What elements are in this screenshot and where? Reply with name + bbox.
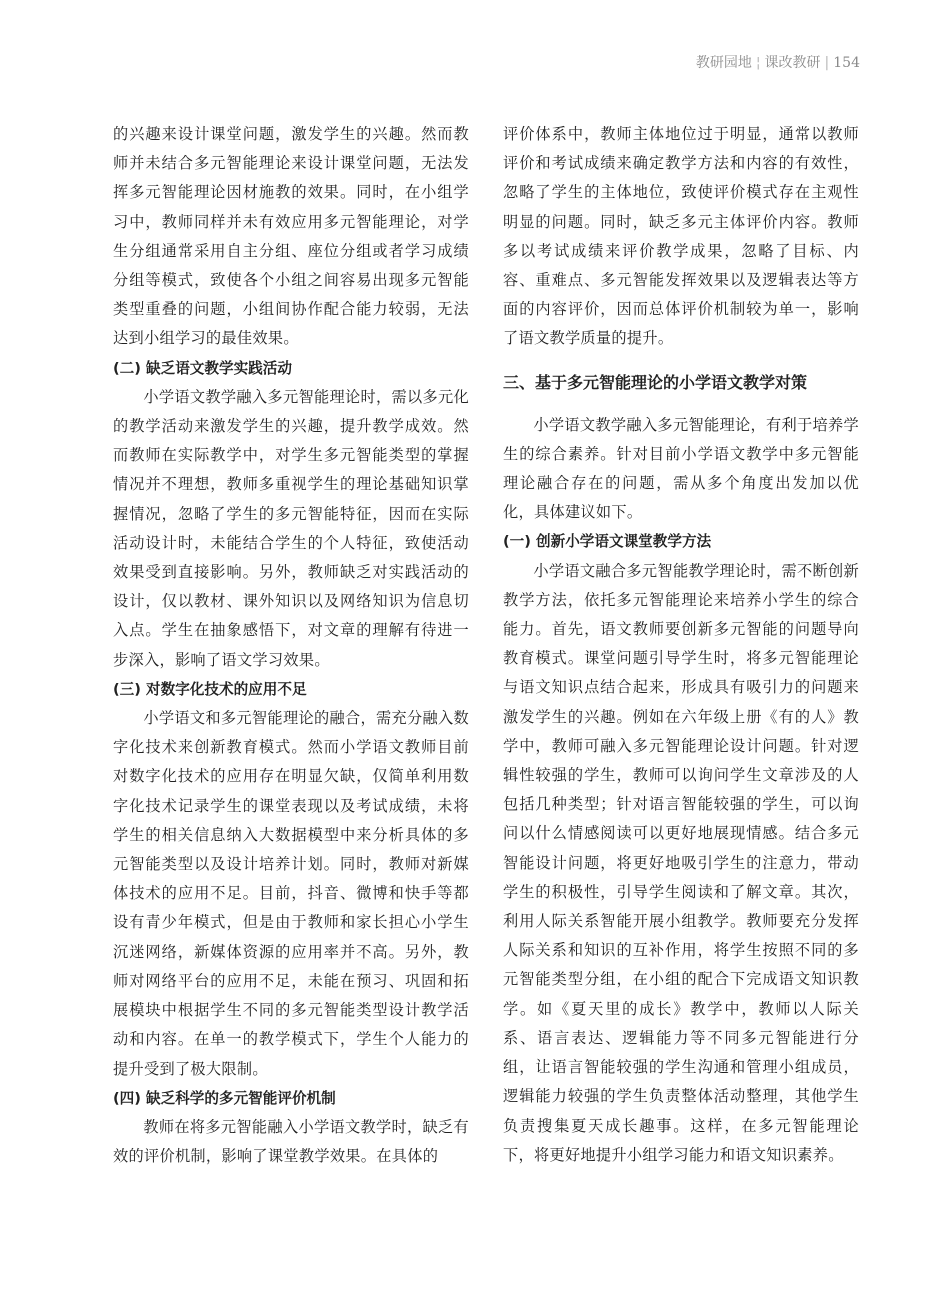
subheading-4: (四) 缺乏科学的多元智能评价机制	[113, 1089, 336, 1107]
header-divider: |	[824, 55, 830, 71]
right-column	[503, 120, 859, 1170]
paragraph: 小学语文教学融入多元智能理论，有利于培养学生的综合素养。针对目前小学语文教学中多元智能理论融合存在的问题，需从多个角度出发加以优化，具体建议如下。	[503, 415, 859, 522]
paragraph-continued: 评价体系中，教师主体地位过于明显，通常以教师评价和考试成绩来确定教学方法和内容的有效性，忽略了学生的主体地位，致使评价模式存在主观性明显的问题。同时，缺乏多元主体评价内容。教师多以考试成绩来评价教学成果，忽略了目标、内容、重难点、多元智能发挥效果以及逻辑表达等方面的内容评价，因而总体评价机制较为单一，影响了语文教学质量的提升。	[503, 125, 859, 348]
section-heading: 三、基于多元智能理论的小学语文教学对策	[503, 372, 808, 392]
subheading-3: (三) 对数字化技术的应用不足	[113, 680, 307, 698]
page-number: 154	[833, 55, 860, 71]
paragraph-continued: 的兴趣来设计课堂问题，激发学生的兴趣。然而教师并未结合多元智能理论来设计课堂问题，无法发挥多元智能理论因材施教的效果。同时，在小组学习中，教师同样并未有效应用多元智能理论，对学生分组通常采用自主分组、座位分组或者学习成绩分组等模式，致使各个小组之间容易出现多元智能类型重叠的问题，小组间协作配合能力较弱，无法达到小组学习的最佳效果。	[113, 125, 469, 348]
running-header	[696, 52, 860, 72]
paragraph: 小学语文融合多元智能教学理论时，需不断创新教学方法，依托多元智能理论来培养小学生的综合能力。首先，语文教师要创新多元智能的问题导向教育模式。课堂问题引导学生时，将多元智能理论与语文知识点结合起来，形成具有吸引力的问题来激发学生的兴趣。例如在六年级上册《有的人》教学中，教师可融入多元智能理论设计问题。针对逻辑性较强的学生，教师可以询问学生文章涉及的人包括几种类型；针对语言智能较强的学生，可以询问以什么情感阅读可以更好地展现情感。结合多元智能设计问题，将更好地吸引学生的注意力，带动学生的积极性，引导学生阅读和了解文章。其次，利用人际关系智能开展小组教学。教师要充分发挥人际关系和知识的互补作用，将学生按照不同的多元智能类型分组，在小组的配合下完成语文知识教学。如《夏天里的成长》教学中，教师以人际关系、语言表达、逻辑能力等不同多元智能进行分组，让语言智能较强的学生沟通和管理小组成员，逻辑能力较强的学生负责整体活动整理，其他学生负责搜集夏天成长趣事。这样，在多元智能理论下，将更好地提升小组学习能力和语文知识素养。	[503, 561, 859, 1164]
subheading-1: (一) 创新小学语文课堂教学方法	[503, 533, 712, 551]
paragraph: 教师在将多元智能融入小学语文教学时，缺乏有效的评价机制，影响了课堂教学效果。在具体的	[113, 1117, 469, 1166]
header-column: 课改教研	[764, 55, 821, 71]
left-column	[113, 120, 469, 1171]
paragraph: 小学语文教学融入多元智能理论时，需以多元化的教学活动来激发学生的兴趣，提升教学成效。然而教师在实际教学中，对学生多元智能类型的掌握情况并不理想，教师多重视学生的理论基础知识掌握情况，忽略了学生的多元智能特征，因而在实际活动设计时，未能结合学生的个人特征，致使活动效果受到直接影响。另外，教师缺乏对实践活动的设计，仅以教材、课外知识以及网络知识为信息切入点。学生在抽象感悟下，对文章的理解有待进一步深入，影响了语文学习效果。	[113, 387, 469, 669]
subheading-2: (二) 缺乏语文教学实践活动	[113, 359, 292, 377]
header-separator: ¦	[755, 55, 761, 71]
header-section: 教研园地	[695, 55, 752, 71]
paragraph: 小学语文和多元智能理论的融合，需充分融入数字化技术来创新教育模式。然而小学语文教师目前对数字化技术的应用存在明显欠缺，仅简单利用数字化技术记录学生的课堂表现以及考试成绩，未将学生的相关信息纳入大数据模型中来分析具体的多元智能类型以及设计培养计划。同时，教师对新媒体技术的应用不足。目前，抖音、微博和快手等都设有青少年模式，但是由于教师和家长担心小学生沉迷网络，新媒体资源的应用率并不高。另外，教师对网络平台的应用不足，未能在预习、巩固和拓展模块中根据学生不同的多元智能类型设计教学活动和内容。在单一的教学模式下，学生个人能力的提升受到了极大限制。	[113, 709, 469, 1078]
